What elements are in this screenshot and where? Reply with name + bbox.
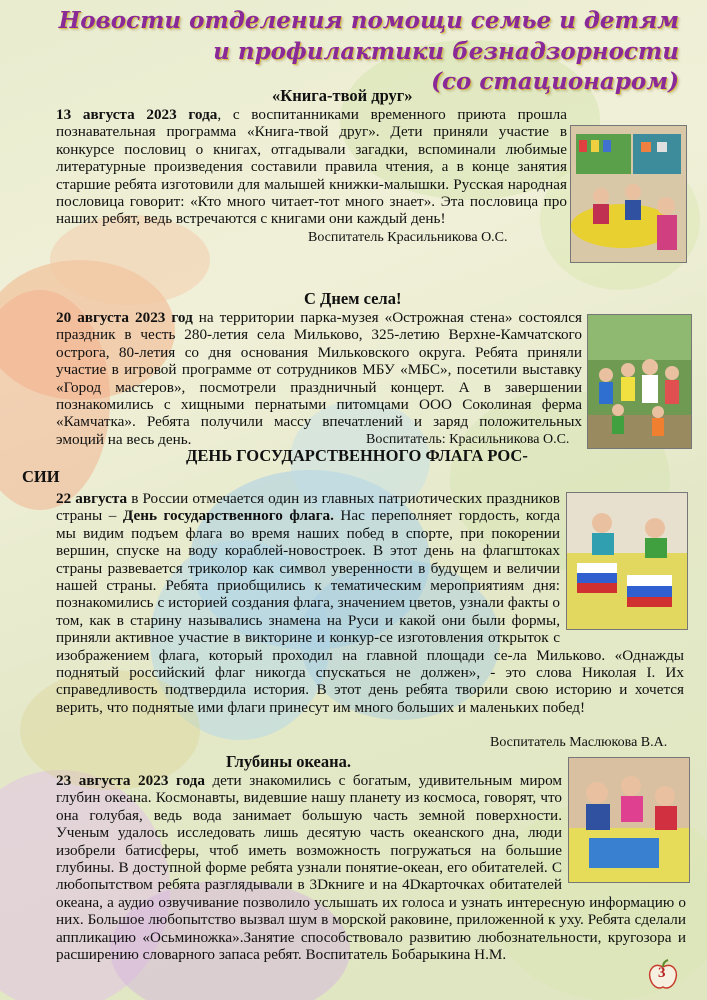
article4-date: 23 августа 2023 года [56, 772, 205, 789]
article3-text2: Нас переполняет гордость, когда мы видим подъем флага во время наших побед в спорте, при покорении вершин, спуске на воду кораблей-новостроек. В этот день на флагштоках страны развевается триколор как символ уверенности в будущем и величии нашей страны. Ребята приобщились к тематическим мероприятиям дня: познакомились с историей создания флага, значением цветов, узнали факты о том, как в старину назывались знамена на Руси и какой они были формы, приняли активное участие в викторине и конкур-се изготовления открыток с изображением флага, который проходил на главной площади се-ла Мильково. «Однажды поднятый российский флаг никогда спускаться не должен», - это слова Николая I. Их справедливость подтвердила история. В этот день ребята творили свою историю и хочется верить, что поднятые ими флаги принесут им много больших и маленьких побед! [56, 507, 684, 716]
header-title-line3: (со стационаром) [431, 68, 679, 95]
article4-photo [568, 757, 690, 883]
article3-date: 22 августа [56, 490, 128, 507]
article2-body [22, 309, 582, 448]
article2-signature: Воспитатель: Красильникова О.С. [366, 432, 570, 447]
article2-text: на территории парка-музея «Острожная стена» состоялся праздник в честь 280-летия села Мильково, 325-летию Верхне-Камчатского острога, 80-летия со дня основания Мильковского округа. Ребята приняли участие в игровой программе от сотрудников МБУ «МБС», посетили выставку «Город мастеров», посмотрели праздничный концерт. А в завершении познакомились с хищными пернатыми питомцами ООО Соколиная ферма «Камчатка». Ребята получили массу впечатлений и заряд положительных эмоций на весь день. [56, 309, 582, 448]
article2-photo [587, 314, 692, 449]
article2-title: С Днем села! [304, 289, 402, 308]
article3-signature: Воспитатель Маслюкова В.А. [490, 735, 668, 750]
article1-photo [570, 125, 687, 263]
article4-title: Глубины океана. [226, 752, 351, 771]
header-title-line1: Новости отделения помощи семье и детям [58, 7, 679, 34]
article3-title-b: СИИ [22, 467, 60, 486]
article1-text: , с воспитанниками временного приюта прошла познавательная программа «Книга-твой друг». Дети приняли участие в конкурсе пословиц о книгах, отгадывали загадки, вспоминали любимые литературные произведения составили правила чтения, а в конце занятия старшие ребята изготовили для малышей книжки-малышки. Русская народная пословица говорит: «Кто много читает-тот много знает». Эта пословица про наших ребят, ведь встречаются с книгами они каждый день! [56, 106, 567, 228]
article2-date: 20 августа 2023 год [56, 309, 193, 326]
article3-photo [566, 492, 688, 630]
article3-title-a: ДЕНЬ ГОСУДАРСТВЕННОГО ФЛАГА РОС- [186, 446, 528, 465]
article1-title: «Книга-твой друг» [272, 86, 413, 105]
article1-body [22, 106, 567, 228]
header-title-line2: и профилактики безнадзорности [213, 38, 679, 65]
article4-text: дети знакомились с богатым, удивительным миром глубин океана. Космонавты, видевшие нашу планету из космоса, говорят, что она голубая, ведь вода занимает большую часть земной поверхности. Ученым удалось исследовать лишь десятую часть океанского дна, люди изобрели батисферы, чтоб иметь возможность погружаться на большие глубины. В доступной форме ребята узнали понятие-океан, его обитателей. С любопытством ребята разглядывали в 3Dкниге и на 4Dкарточках обитателей океана, а аудио озвучивание позволило услышать их голоса и узнать интересную информацию о них. Большое любопытство вызвал шум в морской раковине, приложенной к уху. Ребята сделали аппликацию «Осьминожка».Занятие способствовало развитию любознательности, кругозора и расширению словарного запаса ребят. Воспитатель Бобарыкина Н.М. [56, 772, 686, 964]
article3-text1: в России отмечается один из главных патриотических праздников страны – [56, 490, 560, 525]
article1-date: 13 августа 2023 года [56, 106, 218, 123]
article1-signature: Воспитатель Красильникова О.С. [308, 230, 508, 245]
page-number: 3 [658, 965, 666, 981]
article3-bold: День государственного флага. [122, 507, 334, 525]
